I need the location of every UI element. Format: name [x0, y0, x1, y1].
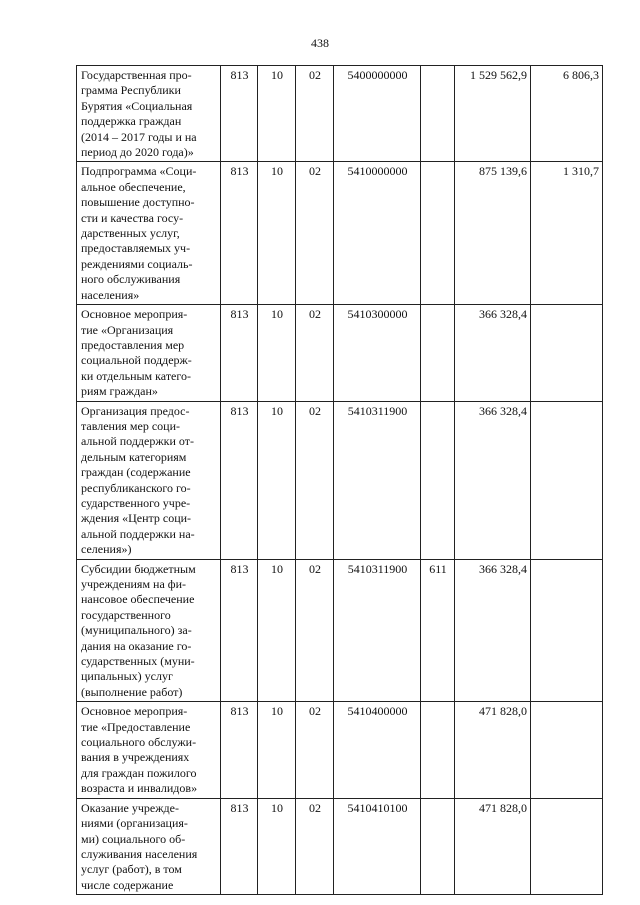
item-name-line: сти и качества госу-	[81, 210, 184, 225]
item-name-line: нансовое обеспечение	[81, 592, 195, 607]
federal-amount-cell	[531, 798, 603, 894]
budget-table	[76, 65, 603, 895]
item-name-line: сударственного учре-	[81, 495, 191, 510]
item-name-line: альное обеспечение,	[81, 179, 186, 194]
amount-cell: 366 328,4	[455, 559, 531, 702]
amount-cell: 471 828,0	[455, 798, 531, 894]
federal-amount-cell	[531, 559, 603, 702]
target-article-cell: 5400000000	[334, 66, 421, 162]
item-name-line: тие «Предоставление	[81, 719, 191, 734]
department-code-cell: 813	[221, 66, 258, 162]
item-name-line: реждениями социаль-	[81, 256, 193, 271]
item-name-line: Бурятия «Социальная	[81, 98, 193, 113]
department-code-cell: 813	[221, 559, 258, 702]
item-name-line: (2014 – 2017 годы и на	[81, 129, 197, 144]
item-name-line: Основное мероприя-	[81, 307, 188, 322]
item-name-cell	[77, 559, 221, 702]
item-name-line: республиканского го-	[81, 480, 191, 495]
expense-type-cell	[421, 66, 455, 162]
item-name-line: дарственных услуг,	[81, 226, 180, 241]
table-row	[77, 798, 603, 894]
section-code-cell: 10	[258, 401, 296, 559]
item-name-line: тие «Организация	[81, 322, 174, 337]
expense-type-cell	[421, 798, 455, 894]
table-row	[77, 66, 603, 162]
item-name-line: учреждениям на фи-	[81, 577, 186, 591]
subsection-code-cell: 02	[296, 559, 334, 702]
item-name-line: Субсидии бюджетным	[81, 561, 196, 576]
item-name-line: числе содержание	[81, 877, 174, 892]
table-row	[77, 702, 603, 798]
item-name-line: альной поддержки от-	[81, 434, 194, 449]
item-name-line: ципальных) услуг	[81, 669, 173, 684]
item-name-line: населения»	[81, 287, 140, 302]
amount-cell: 366 328,4	[455, 305, 531, 401]
subsection-code-cell: 02	[296, 66, 334, 162]
section-code-cell: 10	[258, 702, 296, 798]
item-name-line: ми) социального об-	[81, 831, 186, 846]
target-article-cell: 5410311900	[334, 559, 421, 702]
page-number: 438	[311, 36, 329, 50]
federal-amount-cell	[531, 305, 603, 401]
table-row	[77, 162, 603, 305]
item-name-line: социального обслужи-	[81, 735, 197, 750]
amount-cell: 1 529 562,9	[455, 66, 531, 162]
item-name-line: вания в учреждениях	[81, 750, 190, 765]
target-article-cell: 5410311900	[334, 401, 421, 559]
subsection-code-cell: 02	[296, 401, 334, 559]
item-name-line: социальной поддерж-	[81, 353, 192, 368]
section-code-cell: 10	[258, 305, 296, 401]
item-name-line: поддержка граждан	[81, 114, 182, 129]
table-row	[77, 305, 603, 401]
amount-cell: 875 139,6	[455, 162, 531, 305]
item-name-line: Оказание учрежде-	[81, 800, 179, 815]
department-code-cell: 813	[221, 401, 258, 559]
table-row	[77, 559, 603, 702]
item-name-line: возраста и инвалидов»	[81, 781, 198, 796]
table-row	[77, 401, 603, 559]
target-article-cell: 5410300000	[334, 305, 421, 401]
federal-amount-cell: 6 806,3	[531, 66, 603, 162]
item-name-line: Государственная про-	[81, 68, 192, 82]
amount-cell: 366 328,4	[455, 401, 531, 559]
item-name-line: грамма Республики	[81, 83, 181, 98]
subsection-code-cell: 02	[296, 798, 334, 894]
item-name-line: период до 2020 года)»	[81, 145, 194, 160]
item-name-line: предоставления мер	[81, 337, 185, 352]
department-code-cell: 813	[221, 162, 258, 305]
section-code-cell: 10	[258, 798, 296, 894]
item-name-line: дания на оказание го-	[81, 638, 192, 653]
target-article-cell: 5410400000	[334, 702, 421, 798]
item-name-line: селения»)	[81, 542, 132, 557]
department-code-cell: 813	[221, 305, 258, 401]
item-name-line: ки отдельным катего-	[81, 368, 192, 383]
amount-cell: 471 828,0	[455, 702, 531, 798]
item-name-cell	[77, 66, 221, 162]
item-name-line: (муниципального) за-	[81, 623, 192, 638]
item-name-line: ждения «Центр соци-	[81, 511, 192, 526]
federal-amount-cell: 1 310,7	[531, 162, 603, 305]
item-name-line: для граждан пожилого	[81, 765, 197, 780]
target-article-cell: 5410410100	[334, 798, 421, 894]
item-name-line: Организация предос-	[81, 403, 190, 418]
subsection-code-cell: 02	[296, 702, 334, 798]
section-code-cell: 10	[258, 559, 296, 702]
item-name-line: государственного	[81, 607, 171, 622]
item-name-cell	[77, 798, 221, 894]
expense-type-cell	[421, 702, 455, 798]
item-name-line: (выполнение работ)	[81, 684, 183, 699]
item-name-line: граждан (содержание	[81, 465, 191, 480]
federal-amount-cell	[531, 702, 603, 798]
item-name-cell	[77, 401, 221, 559]
department-code-cell: 813	[221, 798, 258, 894]
section-code-cell: 10	[258, 66, 296, 162]
item-name-line: предоставляемых уч-	[81, 241, 191, 256]
expense-type-cell	[421, 401, 455, 559]
subsection-code-cell: 02	[296, 162, 334, 305]
item-name-line: альной поддержки на-	[81, 526, 195, 541]
expense-type-cell	[421, 162, 455, 305]
target-article-cell: 5410000000	[334, 162, 421, 305]
item-name-line: риям граждан»	[81, 384, 158, 399]
expense-type-cell: 611	[421, 559, 455, 702]
item-name-line: тавления мер соци-	[81, 418, 180, 433]
item-name-line: Подпрограмма «Соци-	[81, 164, 197, 179]
department-code-cell: 813	[221, 702, 258, 798]
federal-amount-cell	[531, 401, 603, 559]
expense-type-cell	[421, 305, 455, 401]
item-name-line: ниями (организация-	[81, 816, 188, 831]
item-name-line: сударственных (муни-	[81, 654, 195, 669]
item-name-line: повышение доступно-	[81, 195, 195, 210]
item-name-cell	[77, 305, 221, 401]
item-name-line: Основное мероприя-	[81, 704, 188, 719]
subsection-code-cell: 02	[296, 305, 334, 401]
item-name-cell	[77, 702, 221, 798]
section-code-cell: 10	[258, 162, 296, 305]
item-name-line: служивания населения	[81, 846, 198, 861]
item-name-line: услуг (работ), в том	[81, 862, 182, 877]
item-name-line: дельным категориям	[81, 449, 187, 464]
item-name-cell	[77, 162, 221, 305]
item-name-line: ного обслуживания	[81, 272, 181, 287]
